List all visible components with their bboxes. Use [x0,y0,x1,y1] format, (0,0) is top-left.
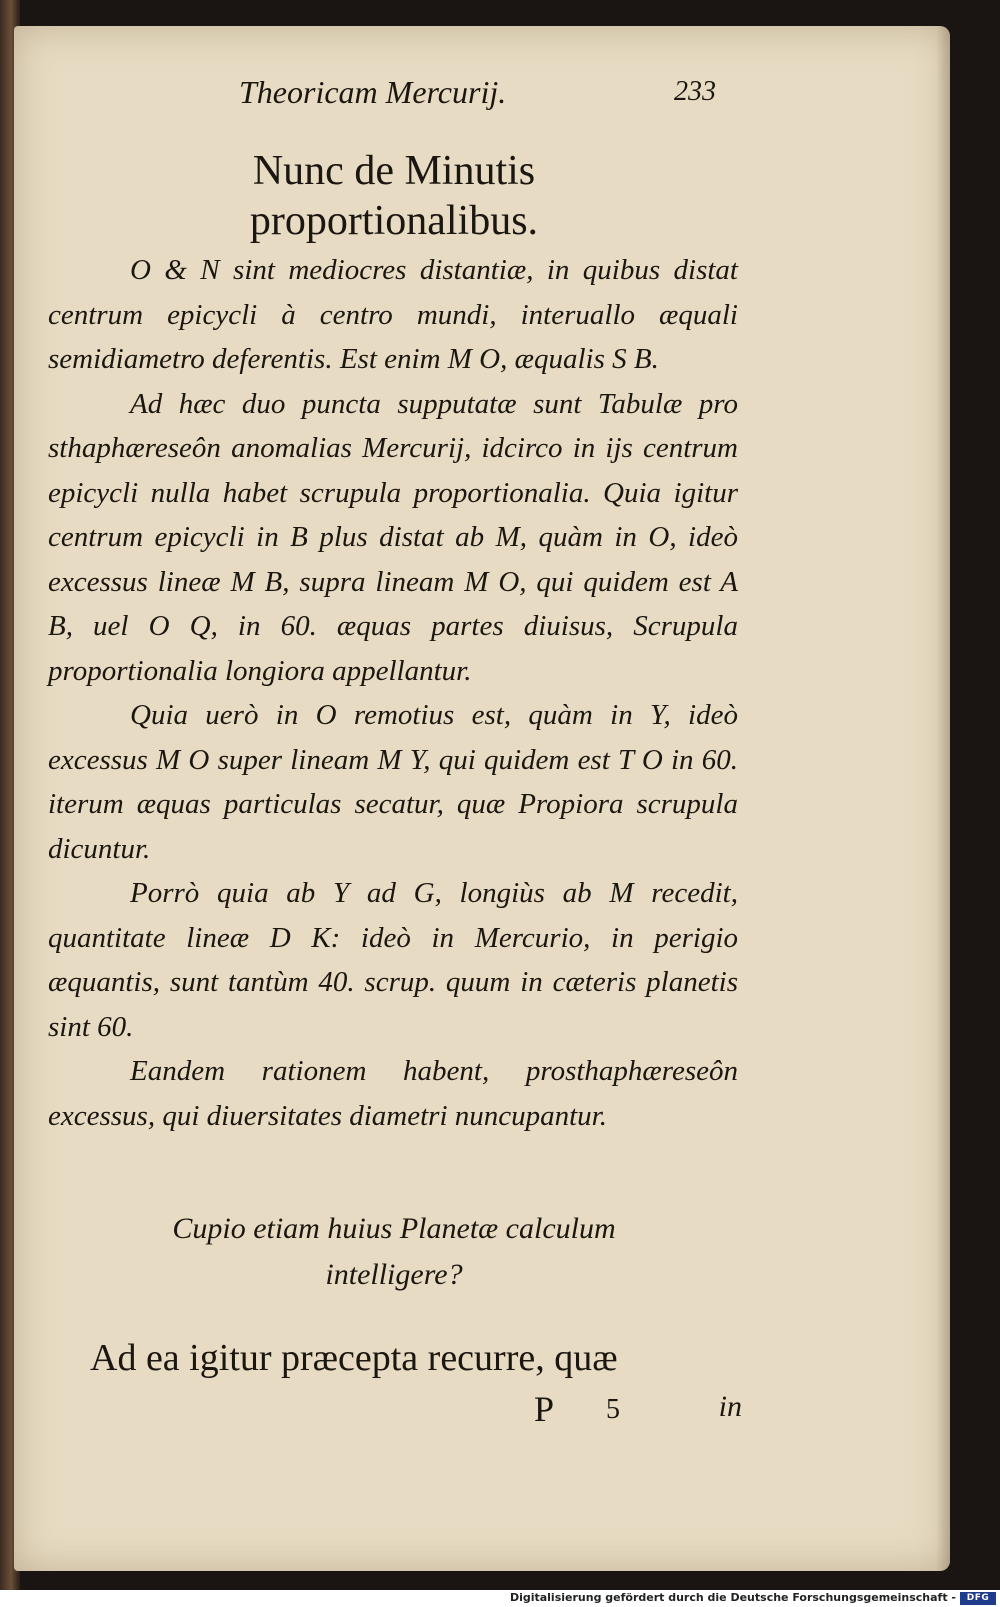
funding-credit: Digitalisierung gefördert durch die Deutsche Forschungsgemeinschaft - [509,1591,956,1604]
body-text [48,248,738,1138]
signature-mark: P [534,1389,555,1429]
paragraph: Quia uerò in O remotius est, quàm in Y, ideò excessus M O super lineam M Y, qui quidem est T O in 60. iterum æquas particulas secatur, quæ Propiora scrupula dicuntur. [48,699,738,865]
signature-line [534,1388,742,1432]
catchword: in [718,1390,742,1423]
paragraph: Ad hæc duo puncta supputatæ sunt Tabulæ pro sthaphæreseôn anomalias Mercurij, idcirco in ijs centrum epicycli nulla habet scrupula proportionalia. Quia igitur centrum epicycli in B plus distat ab M, quàm in O, ideò excessus lineæ M B, supra lineam M O, qui quidem est A B, uel O Q, in 60. æquas partes diuisus, Scrupula proportionalia longiora appellantur. [48,387,738,687]
book-page [14,26,950,1571]
question-text: Cupio etiam huius Planetæ calculum intelligere? [172,1212,616,1291]
page-edge-shadow [936,26,950,1571]
running-head: Theoricam Mercurij. [239,74,507,110]
dfg-logo: DFG [960,1592,996,1605]
paragraph: Porrò quia ab Y ad G, longiùs ab M recedit, quantitate lineæ D K: ideò in Mercurio, in perigio æquantis, sunt tantùm 40. scrup. quum in cæteris planetis sint 60. [48,877,738,1043]
answer-text: Ad ea igitur præcepta recurre, quæ [90,1337,618,1379]
signature-number: 5 [606,1394,620,1425]
digitization-footer [0,1590,1000,1607]
page-header [14,74,950,124]
section-heading: Nunc de Minutis proportionalibus. [249,148,539,244]
page-number: 233 [674,76,716,107]
paragraph: O & N sint mediocres distantiæ, in quibus distat centrum epicycli à centro mundi, interuallo æquali semidiametro deferentis. Est enim M O, æqualis S B. [48,254,738,375]
paragraph: Eandem rationem habent, prosthaphæreseôn excessus, qui diuersitates diametri nuncupantur. [48,1055,738,1132]
